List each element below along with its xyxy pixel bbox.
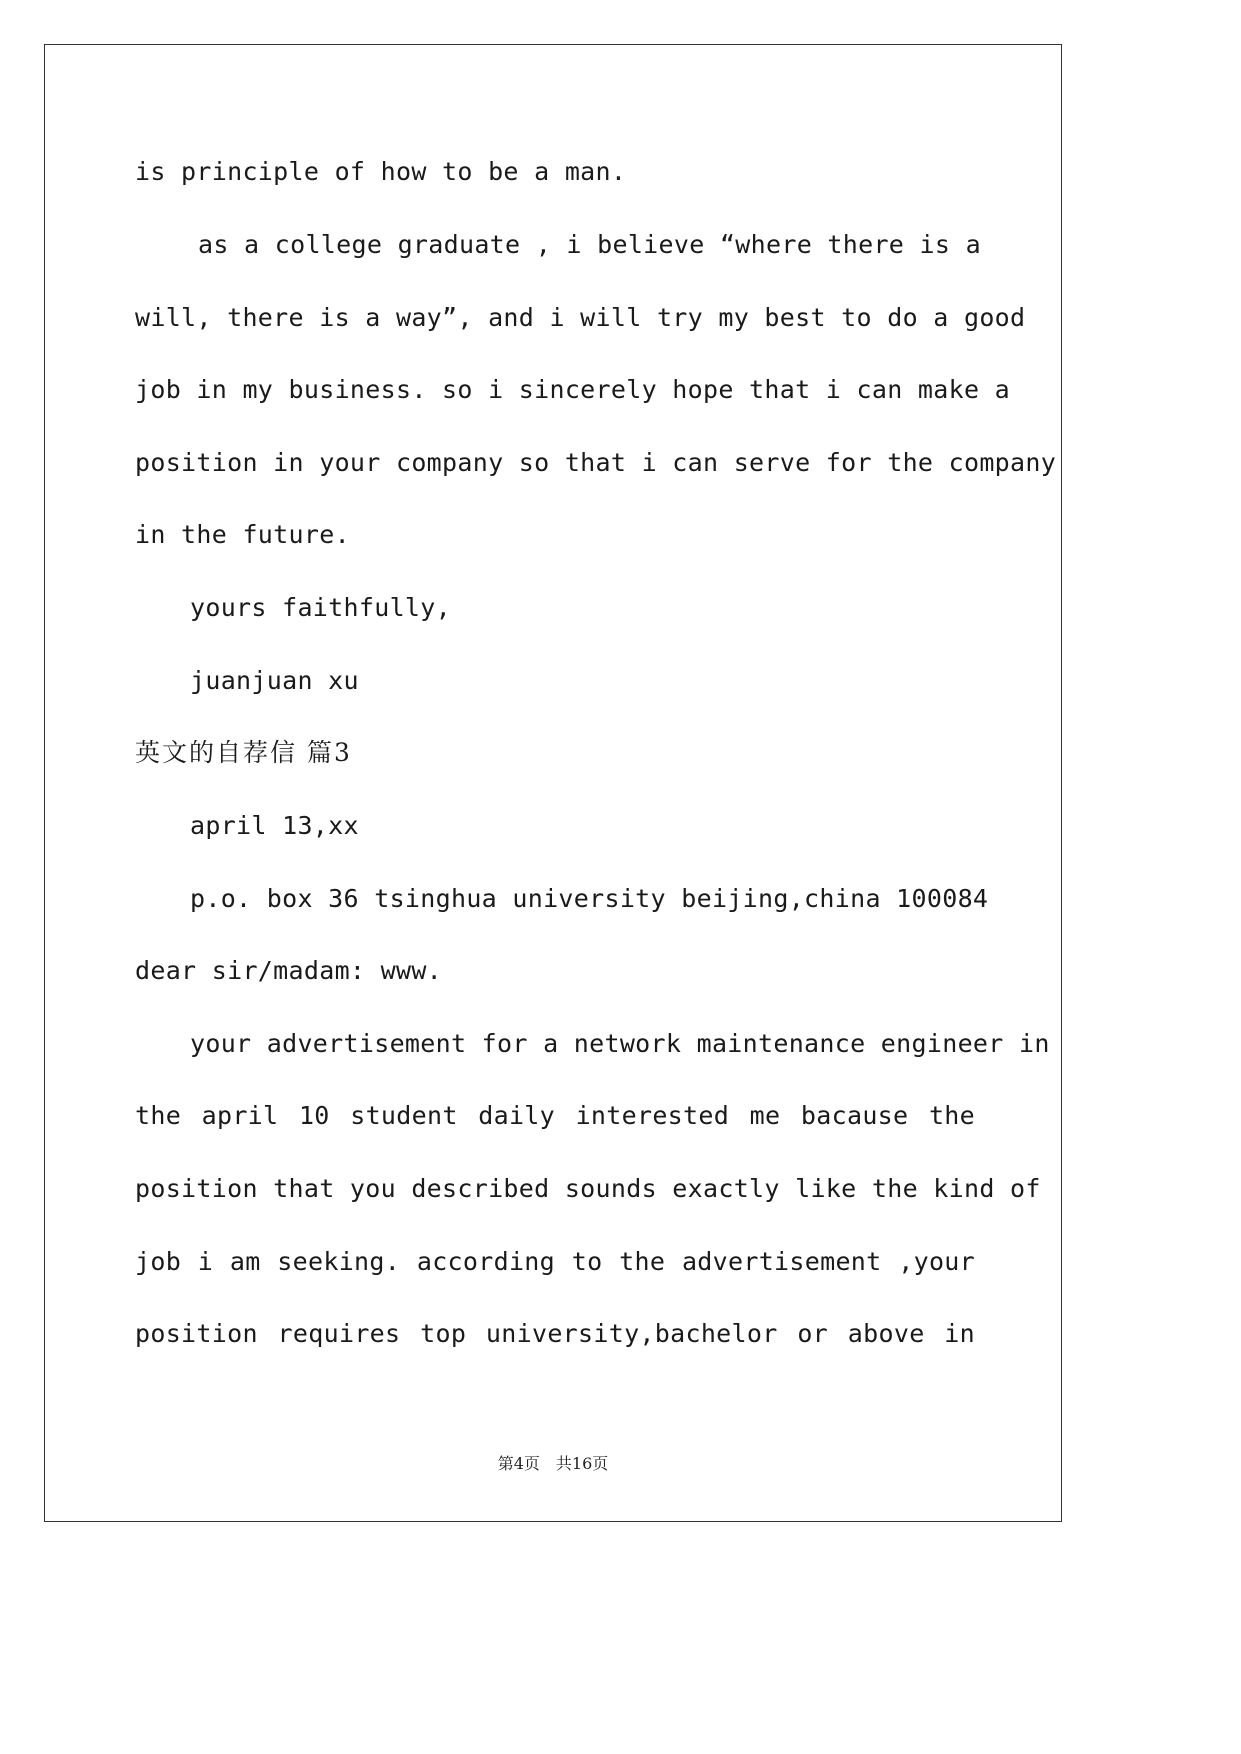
body-line-4: job in my business. so i sincerely hope that i can make a — [135, 375, 1011, 404]
closing-salutation: yours faithfully, — [190, 593, 451, 622]
body-line-7: your advertisement for a network maintenance engineer in — [190, 1029, 1050, 1058]
section-heading: 英文的自荐信 篇3 — [135, 738, 352, 767]
body-line-5: position in your company so that i can serve for the company — [135, 448, 1057, 477]
body-line-8: the april 10 student daily interested me bacause the — [135, 1101, 975, 1130]
body-line-3: will, there is a way”, and i will try my best to do a good — [135, 303, 1026, 332]
body-line-10: job i am seeking. according to the advertisement ,your — [135, 1247, 975, 1276]
page-border — [44, 44, 1062, 1522]
signature-name: juanjuan xu — [190, 666, 359, 695]
sender-address: p.o. box 36 tsinghua university beijing,china 100084 — [190, 884, 989, 913]
body-line-6: in the future. — [135, 520, 350, 549]
letter-greeting: dear sir/madam: www. — [135, 956, 443, 985]
body-line-1: is principle of how to be a man. — [135, 157, 627, 186]
body-line-9: position that you described sounds exactly like the kind of — [135, 1174, 1041, 1203]
body-line-2: as a college graduate , i believe “where there is a — [198, 230, 981, 259]
page-number-footer: 第4页 共16页 — [497, 1454, 609, 1473]
body-line-11: position requires top university,bachelor or above in — [135, 1319, 975, 1348]
letter-date: april 13,xx — [190, 811, 359, 840]
